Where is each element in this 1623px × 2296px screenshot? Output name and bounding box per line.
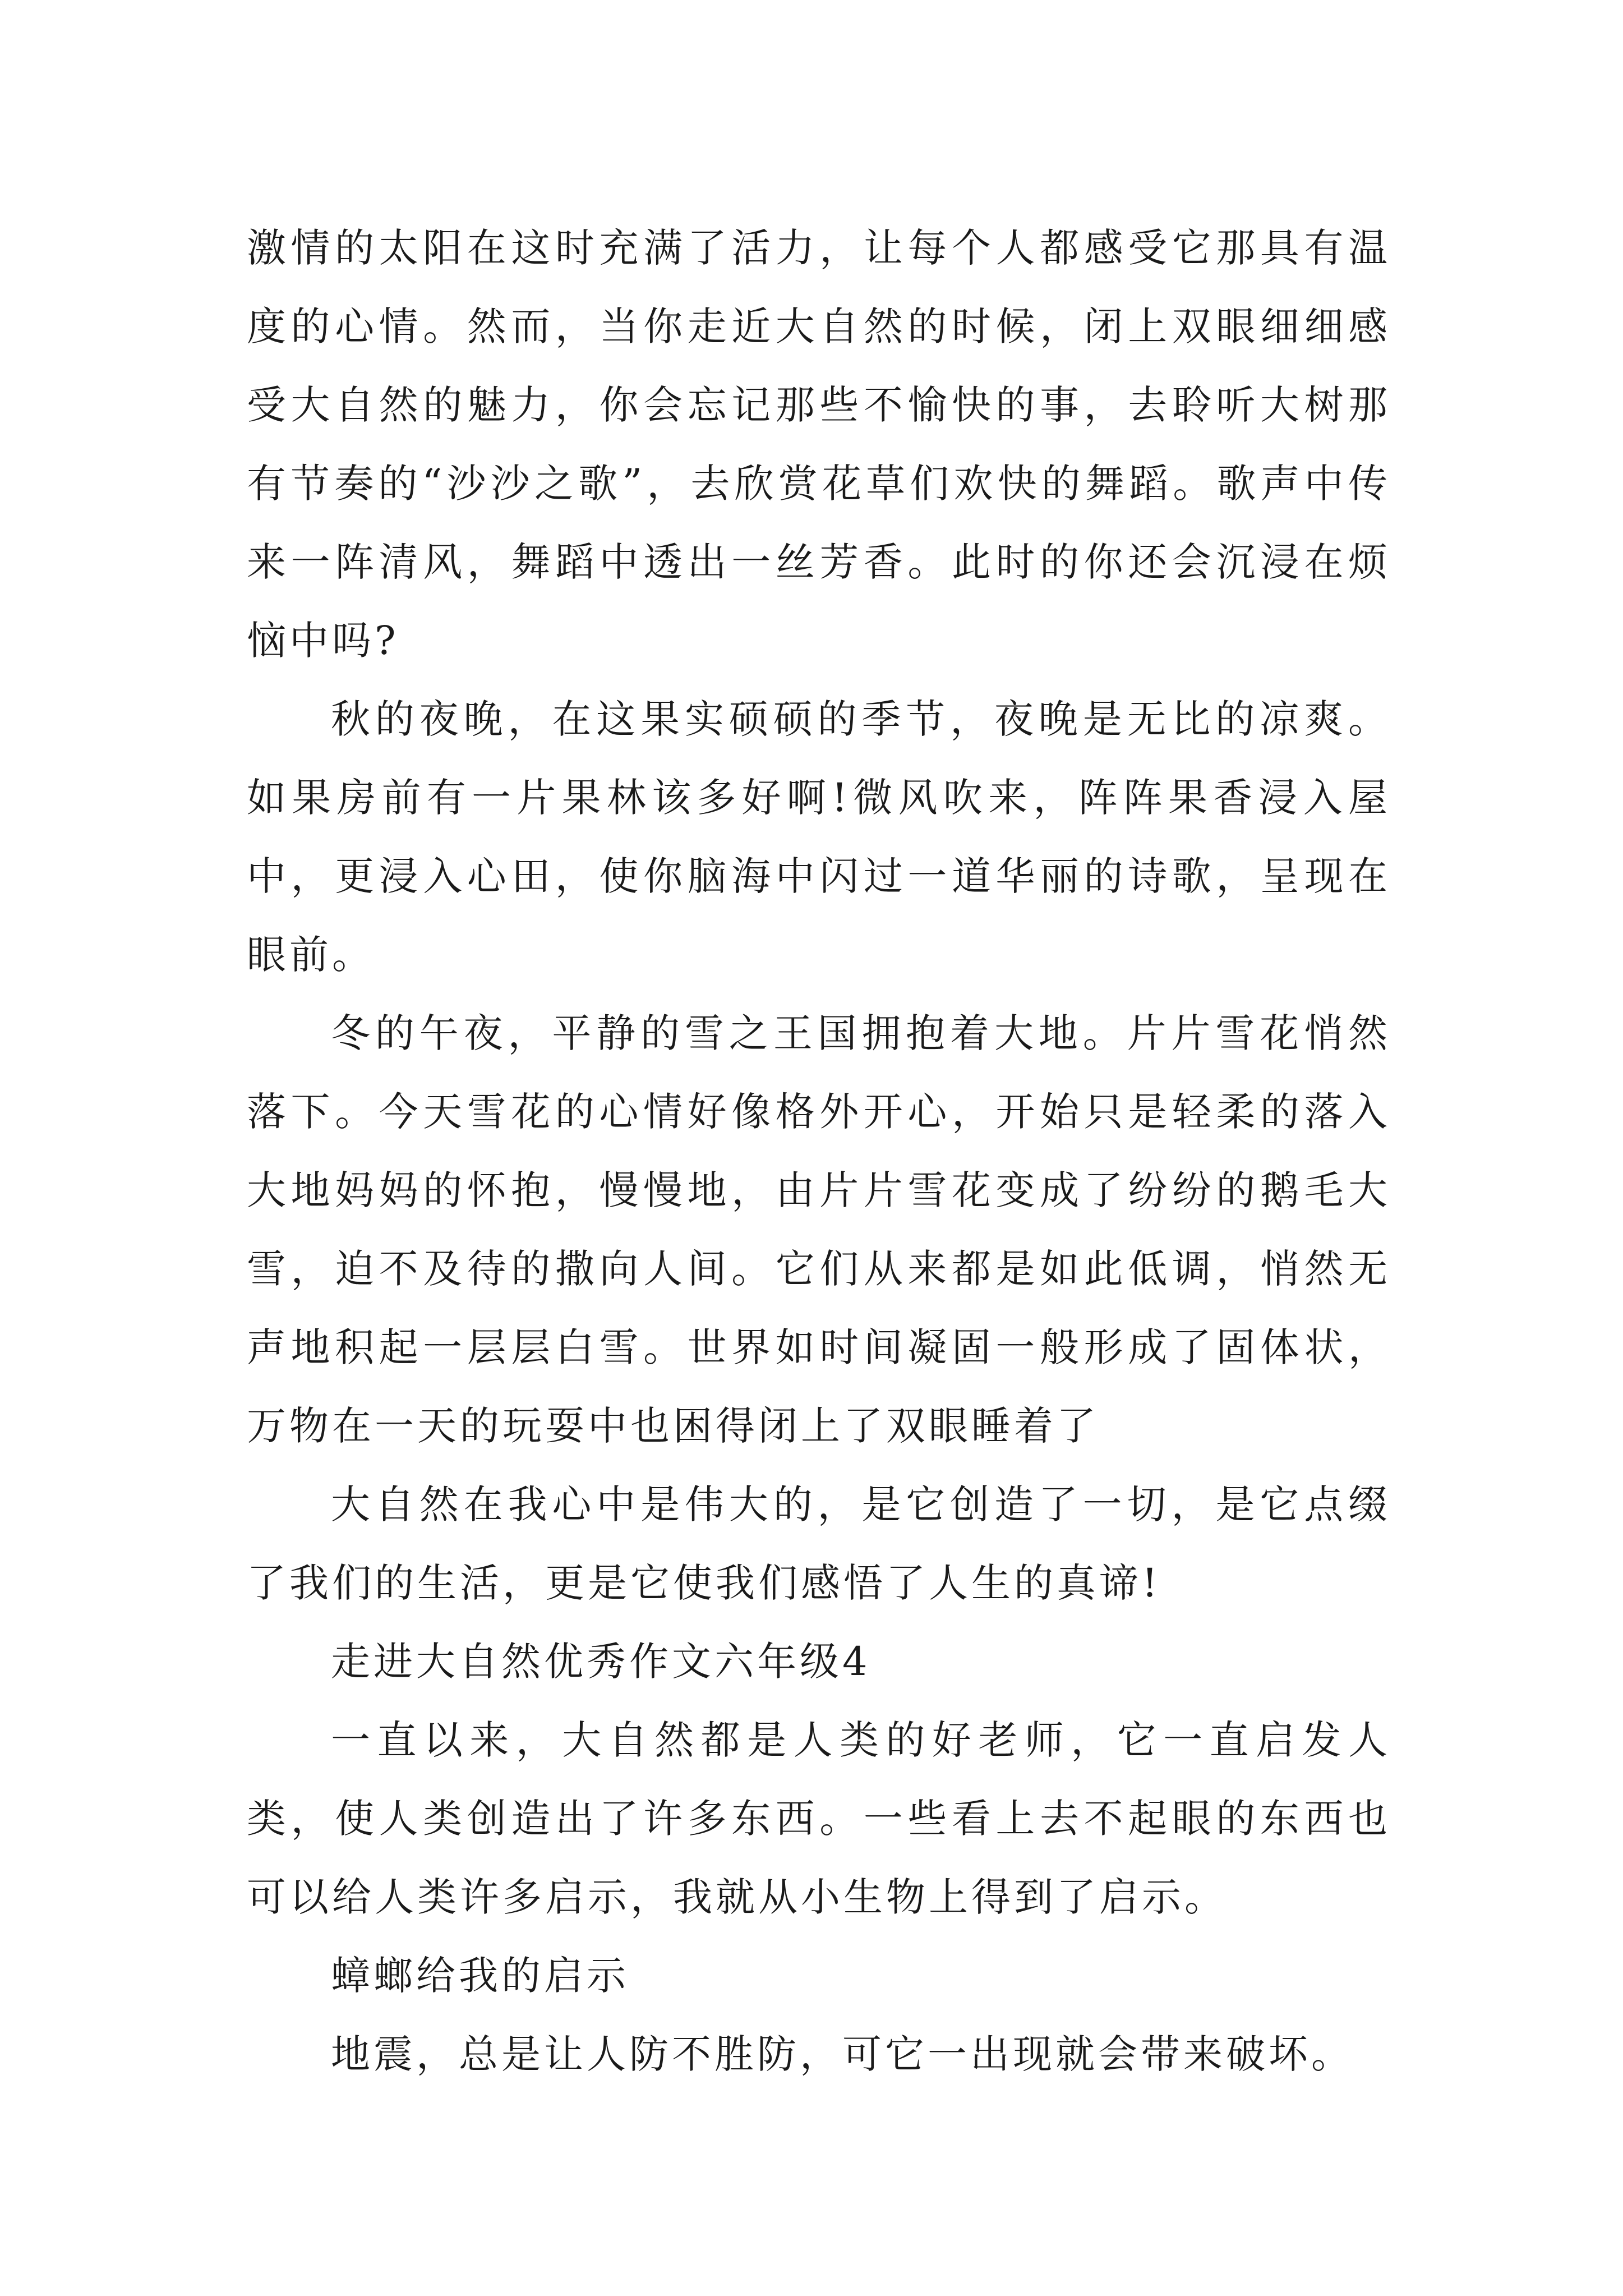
body-text bbox=[247, 209, 1391, 2093]
paragraph-autumn-night: 秋的夜晚，在这果实硕硕的季节，夜晚是无比的凉爽。如果房前有一片果林该多好啊!微风吹来，阵阵果香浸入屋中，更浸入心田，使你脑海中闪过一道华丽的诗歌，呈现在眼前。 bbox=[247, 696, 1391, 978]
paragraph-earthquake: 地震，总是让人防不胜防，可它一出现就会带来破坏。 bbox=[331, 2031, 1354, 2077]
section-heading: 蟑螂给我的启示 bbox=[331, 1953, 629, 1999]
essay-title: 走进大自然优秀作文六年级4 bbox=[331, 1639, 871, 1685]
paragraph-winter-midnight: 冬的午夜，平静的雪之王国拥抱着大地。片片雪花悄然落下。今天雪花的心情好像格外开心，开始只是轻柔的落入大地妈妈的怀抱，慢慢地，由片片雪花变成了纷纷的鹅毛大雪，迫不及待的撒向人间。它们从来都是如此低调，悄然无声地积起一层层白雪。世界如时间凝固一般形成了固体状，万物在一天的玩耍中也困得闭上了双眼睡着了 bbox=[247, 1010, 1391, 1449]
paragraph-conclusion: 大自然在我心中是伟大的，是它创造了一切，是它点缀了我们的生活，更是它使我们感悟了人生的真谛! bbox=[247, 1481, 1391, 1606]
paragraph-intro: 一直以来，大自然都是人类的好老师，它一直启发人类，使人类创造出了许多东西。一些看上去不起眼的东西也可以给人类许多启示，我就从小生物上得到了启示。 bbox=[247, 1717, 1391, 1920]
paragraph-continuation: 激情的太阳在这时充满了活力，让每个人都感受它那具有温度的心情。然而，当你走近大自然的时候，闭上双眼细细感受大自然的魅力，你会忘记那些不愉快的事，去聆听大树那有节奏的“沙沙之歌”，去欣赏花草们欢快的舞蹈。歌声中传来一阵清风，舞蹈中透出一丝芳香。此时的你还会沉浸在烦恼中吗? bbox=[247, 225, 1391, 664]
